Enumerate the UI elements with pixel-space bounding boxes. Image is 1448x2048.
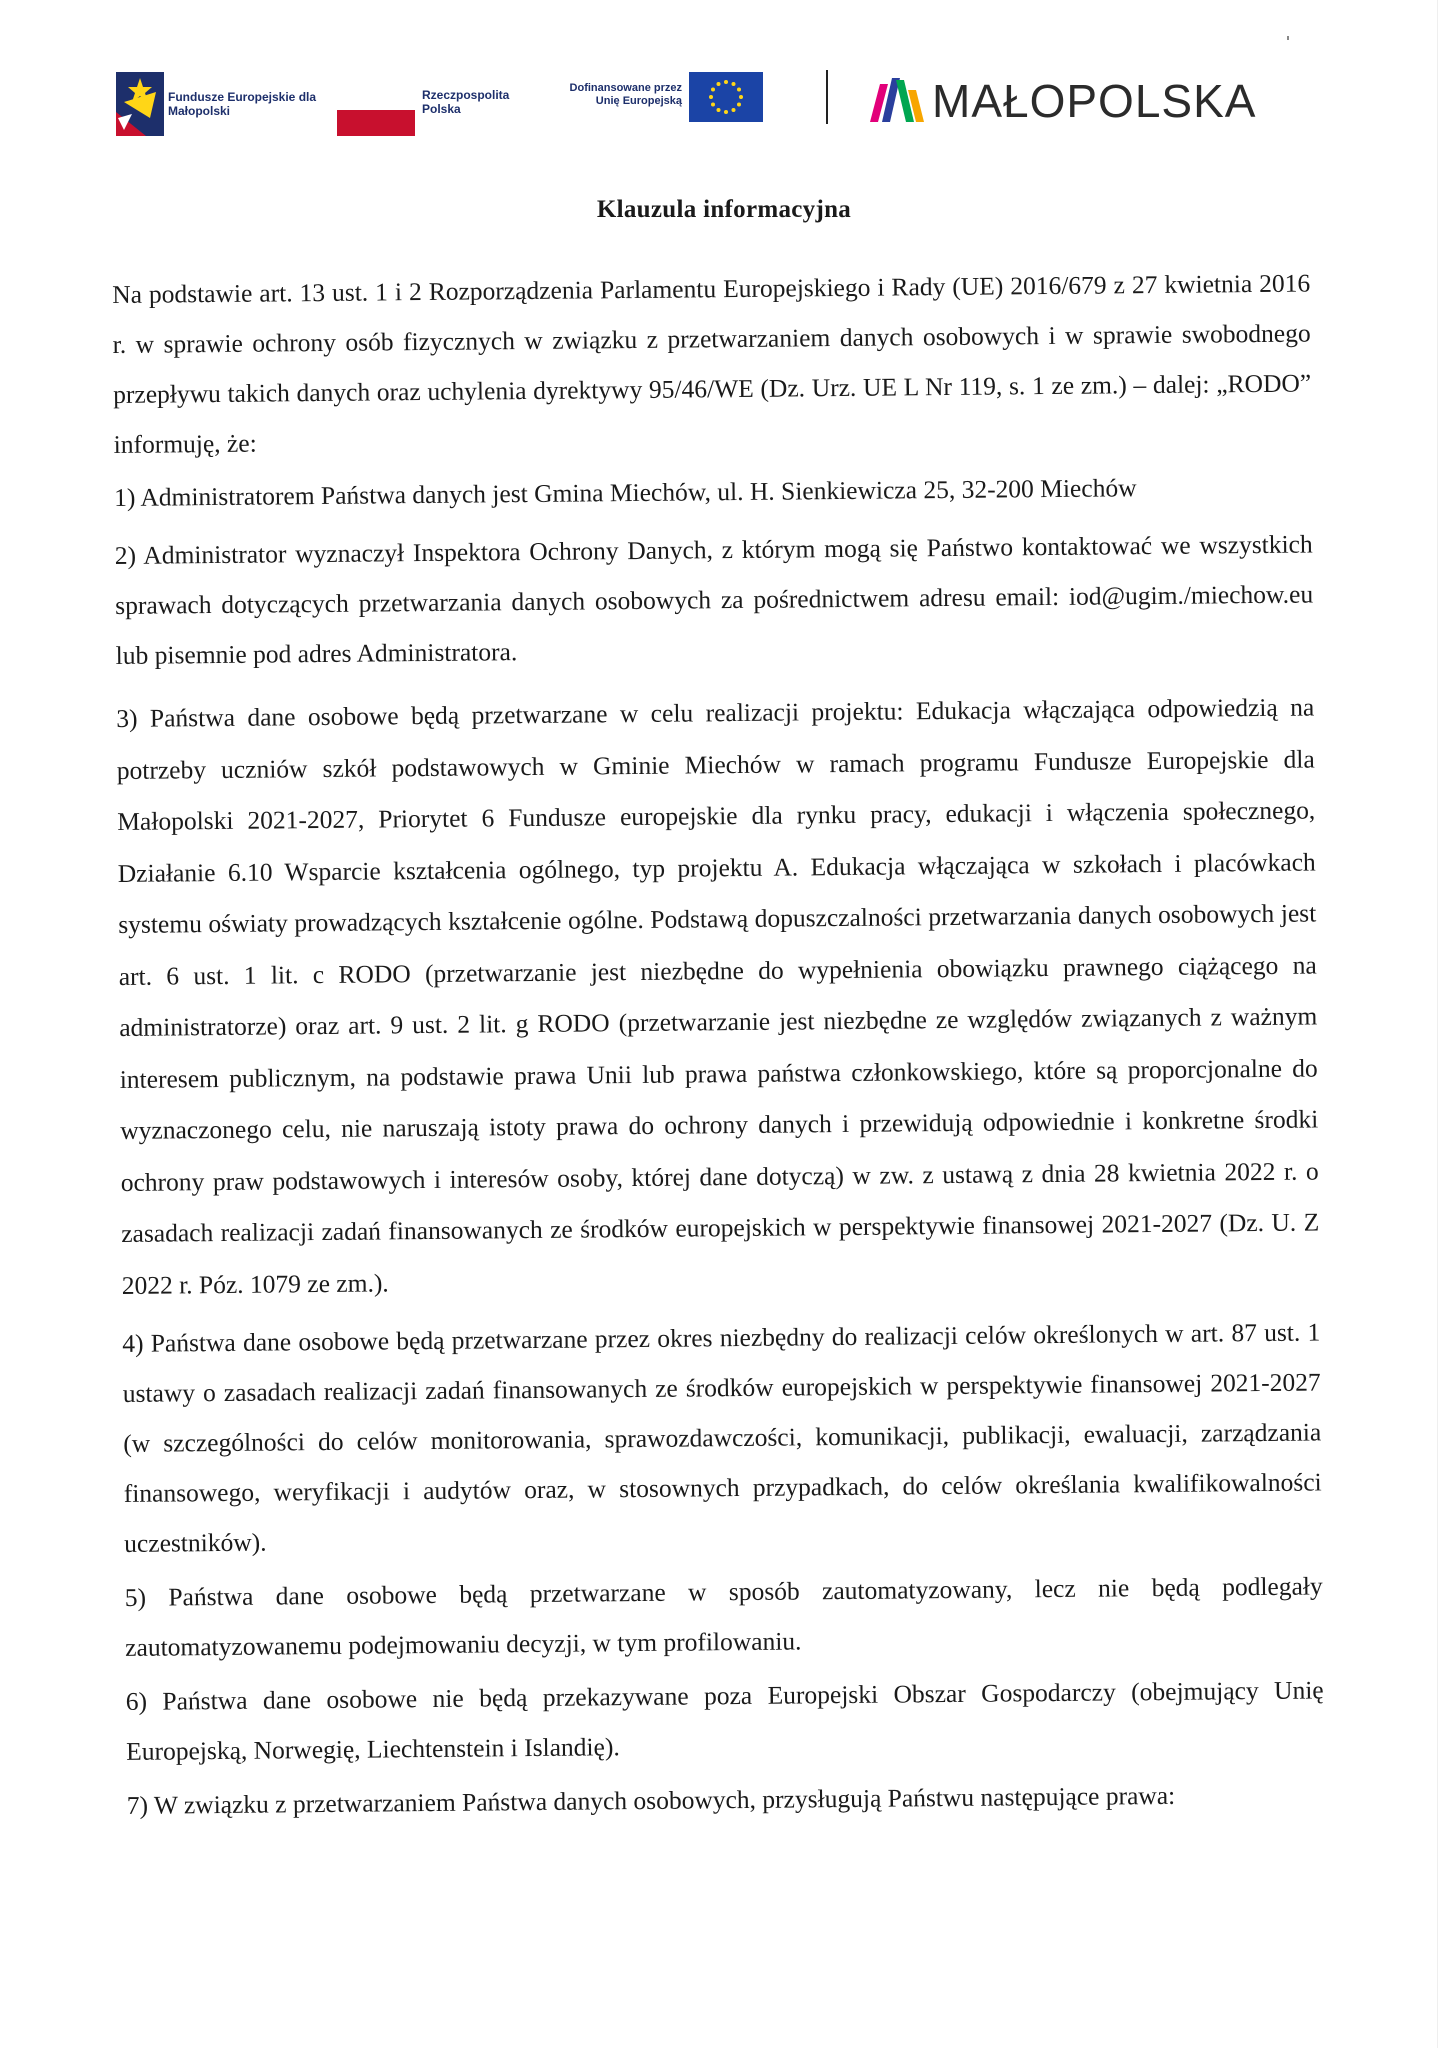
header-logos	[116, 62, 1257, 142]
clause-3: 3) Państwa dane osobowe będą przetwarzane w celu realizacji projektu: Edukacja włączająca odpowiedzią na potrzeby uczniów szkół podstawowych w Gminie Miechów w ramach programu Fundusze Europejskie dla Małopolski 2021-2027, Priorytet 6 Fundusze europejskie dla rynku pracy, edukacji i włączenia społecznego, Działanie 6.10 Wsparcie kształcenia ogólnego, typ projektu A. Edukacja włączająca w szkołach i placówkach systemu oświaty prowadzących kształcenie ogólne. Podstawą dopuszczalności przetwarzania danych osobowych jest art. 6 ust. 1 lit. c RODO (przetwarzanie jest niezbędne do wypełnienia obowiązku prawnego ciążącego na administratorze) oraz art. 9 ust. 2 lit. g RODO (przetwarzanie jest niezbędne ze względów związanych z ważnym interesem publicznym, na podstawie prawa Unii lub prawa państwa członkowskiego, które są proporcjonalne do wyznaczonego celu, nie naruszają istoty prawa do ochrony danych i przewidują odpowiednie i konkretne środki ochrony praw podstawowych i interesów osoby, której dane dotyczą) w zw. z ustawą z dnia 28 kwietnia 2022 r. o zasadach realizacji zadań finansowanych ze środków europejskich w perspektywie finansowej 2021-2027 (Dz. U. Z 2022 r. Póz. 1079 ze zm.).	[116, 692, 1320, 1300]
scan-speck	[1287, 36, 1289, 40]
clause-5: 5) Państwa dane osobowe będą przetwarzane w sposób zautomatyzowany, lecz nie będą podlegały zautomatyzowanemu podejmowaniu decyzji, w tym profilowaniu.	[124, 1571, 1323, 1662]
scan-edge	[1437, 0, 1438, 2048]
eu-flag-icon	[689, 72, 763, 122]
clause-6: 6) Państwa dane osobowe nie będą przekazywane poza Europejski Obszar Gospodarczy (obejmujący Unię Europejską, Norwegię, Liechtenstein i Islandię).	[125, 1675, 1324, 1766]
eu-logo-text: Dofinansowane przez Unię Europejską	[569, 82, 682, 107]
rp-logo-text: Rzeczpospolita Polska	[422, 88, 510, 116]
malopolska-wordmark: MAŁOPOLSKA	[932, 75, 1257, 127]
intro-paragraph: Na podstawie art. 13 ust. 1 i 2 Rozporządzenia Parlamentu Europejskiego i Rady (UE) 2016/679 z 27 kwietnia 2016 r. w sprawie ochrony osób fizycznych w związku z przetwarzaniem danych osobowych i w sprawie swobodnego przepływu takich danych oraz uchylenia dyrektywy 95/46/WE (Dz. Urz. UE L Nr 119, s. 1 ze zm.) – dalej: „RODO” informuję, że:	[112, 268, 1312, 459]
rp-flag-red-band	[337, 110, 415, 136]
malopolska-m-icon	[866, 70, 932, 126]
logo-separator	[826, 70, 828, 124]
rp-flag-white-band	[337, 98, 415, 108]
fe-star-flag-icon	[116, 72, 164, 136]
clause-4: 4) Państwa dane osobowe będą przetwarzane przez okres niezbędny do realizacji celów określonych w art. 87 ust. 1 ustawy o zasadach realizacji zadań finansowanych ze środków europejskich w perspektywie finansowej 2021-2027 (w szczególności do celów monitorowania, sprawozdawczości, komunikacji, publikacji, ewaluacji, zarządzania finansowego, weryfikacji i audytów oraz, w stosownych przypadkach, do celów określania kwalifikowalności uczestników).	[122, 1317, 1322, 1558]
fe-logo-text: Fundusze Europejskie dla Małopolski	[168, 90, 317, 118]
clause-7: 7) W związku z przetwarzaniem Państwa danych osobowych, przysługują Państwu następujące prawa:	[126, 1780, 1176, 1820]
clause-2: 2) Administrator wyznaczył Inspektora Ochrony Danych, z którym mogą się Państwo kontaktować we wszystkich sprawach dotyczących przetwarzania danych osobowych za pośrednictwem adresu email: iod@ugim./miechow.eu lub pisemnie pod adres Administratora.	[114, 529, 1314, 670]
clause-1: 1) Administratorem Państwa danych jest Gmina Miechów, ul. H. Sienkiewicza 25, 32-200 Miechów	[114, 473, 1137, 512]
document-title: Klauzula informacyjna	[596, 196, 852, 223]
document-body	[112, 259, 1325, 1831]
